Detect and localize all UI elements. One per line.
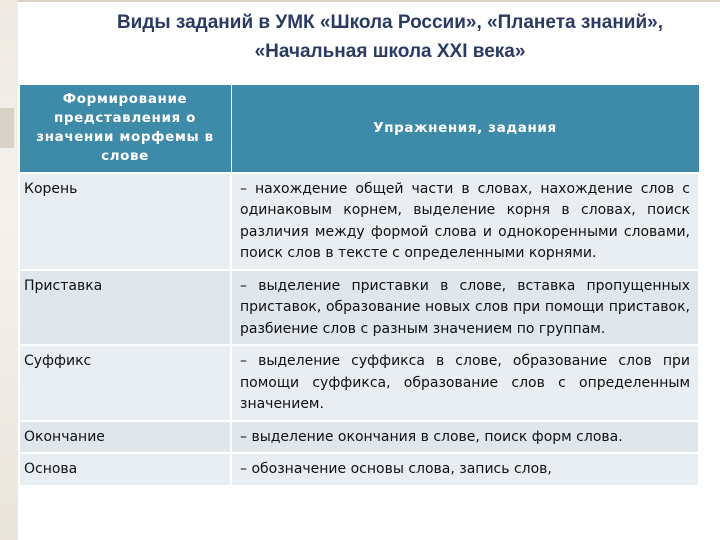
morpheme-cell: Основа [19, 453, 231, 486]
table-header-row [19, 85, 699, 173]
tasks-cell: – выделение суффикса в слове, образование слов при помощи суффикса, образование слов с определенным значением. [231, 345, 699, 421]
morpheme-tasks-table [18, 84, 700, 487]
top-border-line [0, 0, 720, 2]
table-row [19, 345, 699, 421]
header-tasks: Упражнения, задания [231, 85, 699, 173]
table-row [19, 270, 699, 346]
table-row [19, 173, 699, 270]
table-row [19, 453, 699, 486]
tasks-cell: – выделение окончания в слове, поиск форм слова. [231, 421, 699, 454]
morpheme-cell: Суффикс [19, 345, 231, 421]
side-decoration-tab [0, 108, 14, 148]
table-row [19, 421, 699, 454]
tasks-cell: – выделение приставки в слове, вставка пропущенных приставок, образование новых слов при помощи приставок, разбиение слов с разным значением по группам. [231, 270, 699, 346]
morpheme-cell: Окончание [19, 421, 231, 454]
side-decoration [0, 0, 18, 540]
morpheme-cell: Приставка [19, 270, 231, 346]
slide-title-line-2: «Начальная школа XXI века» [254, 41, 526, 62]
tasks-cell: – обозначение основы слова, запись слов, [231, 453, 699, 486]
slide-title-line-1: Виды заданий в УМК «Школа России», «Планета знаний», [116, 12, 664, 33]
tasks-cell: – нахождение общей части в словах, нахождение слов с одинаковым корнем, выделение корня в словах, поиск различия между формой слова и однокоренными словами, поиск слов в тексте с определенными корнями. [231, 173, 699, 270]
morpheme-cell: Корень [19, 173, 231, 270]
header-morpheme: Формирование представления о значении морфемы в слове [19, 85, 231, 173]
slide-title [70, 8, 710, 66]
